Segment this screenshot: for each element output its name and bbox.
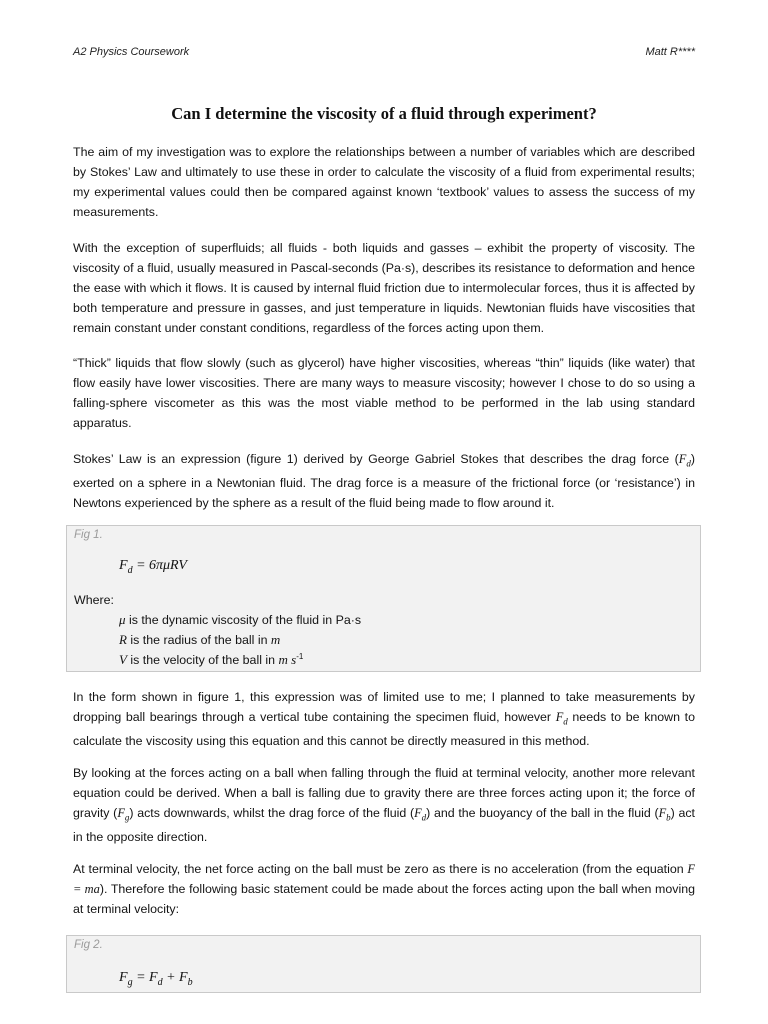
equation-subscript: b: [187, 976, 193, 988]
equation-term: F: [149, 970, 158, 985]
definition-r: [119, 632, 280, 648]
math-fb: [658, 806, 671, 823]
paragraph-terminal-velocity: [73, 859, 695, 919]
math-fd: [555, 710, 568, 727]
definition-v: [119, 652, 303, 668]
figure-2-equation: [119, 970, 193, 988]
math-subscript: d: [686, 458, 691, 469]
figure-1-equation: [119, 558, 187, 576]
figure-2-box: [66, 935, 701, 993]
equation-lhs: F: [119, 558, 128, 573]
math-subscript: g: [124, 812, 130, 823]
text-segment: ) and the buoyancy of the ball in the fluid (: [426, 806, 659, 820]
text-segment: ). Therefore the following basic statement could be made about the forces acting upon the ball when moving at terminal velocity:: [73, 882, 695, 916]
definition-text: is the velocity of the ball in: [126, 653, 279, 668]
math-fma: F = ma: [73, 862, 695, 896]
header-course: A2 Physics Coursework: [73, 46, 190, 58]
header-author: Matt R****: [645, 46, 695, 58]
text-segment: At terminal velocity, the net force acting on the ball must be zero as there is no acceleration (from the equation: [73, 862, 688, 876]
math-subscript: b: [666, 812, 671, 823]
unit-exponent: -1: [296, 652, 304, 661]
paragraph-stokes-law: [73, 449, 695, 513]
math-symbol: F: [555, 710, 564, 724]
math-subscript: d: [563, 716, 568, 727]
page-header: [73, 46, 695, 62]
page-title: Can I determine the viscosity of a fluid through experiment?: [171, 104, 597, 123]
text-segment: ) exerted on a sphere in a Newtonian fluid. The drag force is a measure of the frictional force (or ‘resistance’) in Newtons experienced by the sphere as a result of the fluid being made to flow around it.: [73, 452, 695, 511]
symbol-v: V: [119, 652, 127, 668]
paragraph-forces: [73, 763, 695, 847]
unit-ms: m s: [278, 652, 297, 668]
paragraph-limited-use: [73, 687, 695, 751]
text-segment: Stokes’ Law is an expression (figure 1) derived by George Gabriel Stokes that describes the drag force (: [73, 452, 679, 466]
equation-rhs: = 6πμRV: [132, 558, 187, 573]
figure-1-where: Where:: [74, 593, 114, 607]
equation-subscript: d: [127, 564, 133, 576]
unit-m: m: [270, 632, 281, 647]
math-fd: [414, 806, 427, 823]
equation-subscript: d: [157, 976, 163, 988]
math-subscript: d: [421, 812, 427, 823]
definition-text: is the radius of the ball in: [126, 633, 271, 647]
figure-1-label: Fig 1.: [74, 529, 103, 541]
text-segment: needs to be known to calculate the viscosity using this equation and this cannot be directly measured in this method.: [73, 710, 695, 749]
text-segment: In the form shown in figure 1, this expression was of limited use to me; I planned to take measurements by dropping ball bearings through a vertical tube containing the specimen fluid, however: [73, 690, 695, 724]
equation-operator: +: [162, 970, 180, 985]
math-fg: [117, 806, 130, 823]
math-symbol: F: [414, 806, 422, 820]
figure-2-label: Fig 2.: [74, 939, 103, 951]
symbol-mu: μ: [119, 612, 126, 627]
text-segment: ) acts downwards, whilst the drag force of the fluid (: [129, 806, 415, 820]
math-symbol: F: [117, 806, 125, 820]
figure-1-box: [66, 525, 701, 672]
equation-term: F: [179, 970, 188, 985]
paragraph-aim: The aim of my investigation was to explore the relationships between a number of variables which are described by Stokes’ Law and ultimately to use these in order to calculate the viscosity of a fluid from experimental results; my experimental values could then be compared against known ‘textbook’ values to assess the success of my measurements.: [73, 145, 695, 219]
paragraph-thick-thin: “Thick” liquids that flow slowly (such as glycerol) have higher viscosities, whereas “thin” liquids (like water) that flow easily have lower viscosities. There are many ways to measure viscosity; however I chose to do so using a falling-sphere viscometer as this was the most viable method to be performed in the lab using standard apparatus.: [73, 356, 695, 430]
text-segment: By looking at the forces acting on a ball when falling through the fluid at terminal velocity, another more relevant equation could be derived. When a ball is falling due to gravity there are three forces acting upon it; the force of gravity (: [73, 766, 695, 820]
paragraph-viscosity: With the exception of superfluids; all fluids - both liquids and gasses – exhibit the property of viscosity. The viscosity of a fluid, usually measured in Pascal-seconds (Pa·s), describes its resistance to deformation and hence the ease with which it flows. It is caused by internal fluid friction due to intermolecular forces, thus it is affected by both temperature and pressure in gasses, and just temperature in liquids. Newtonian fluids have viscosities that remain constant under constant conditions, regardless of the forces acting upon them.: [73, 241, 695, 335]
math-symbol: F: [658, 806, 667, 820]
equation-term: F: [119, 970, 128, 985]
equation-subscript: g: [127, 976, 133, 988]
text-segment: ) act in the opposite direction.: [73, 806, 695, 845]
math-fd: [678, 452, 691, 469]
definition-text: is the dynamic viscosity of the fluid in Pa·s: [125, 613, 362, 627]
equation-operator: =: [132, 970, 150, 985]
symbol-r: R: [119, 632, 127, 647]
definition-mu: [119, 612, 361, 628]
math-symbol: F: [678, 452, 687, 466]
